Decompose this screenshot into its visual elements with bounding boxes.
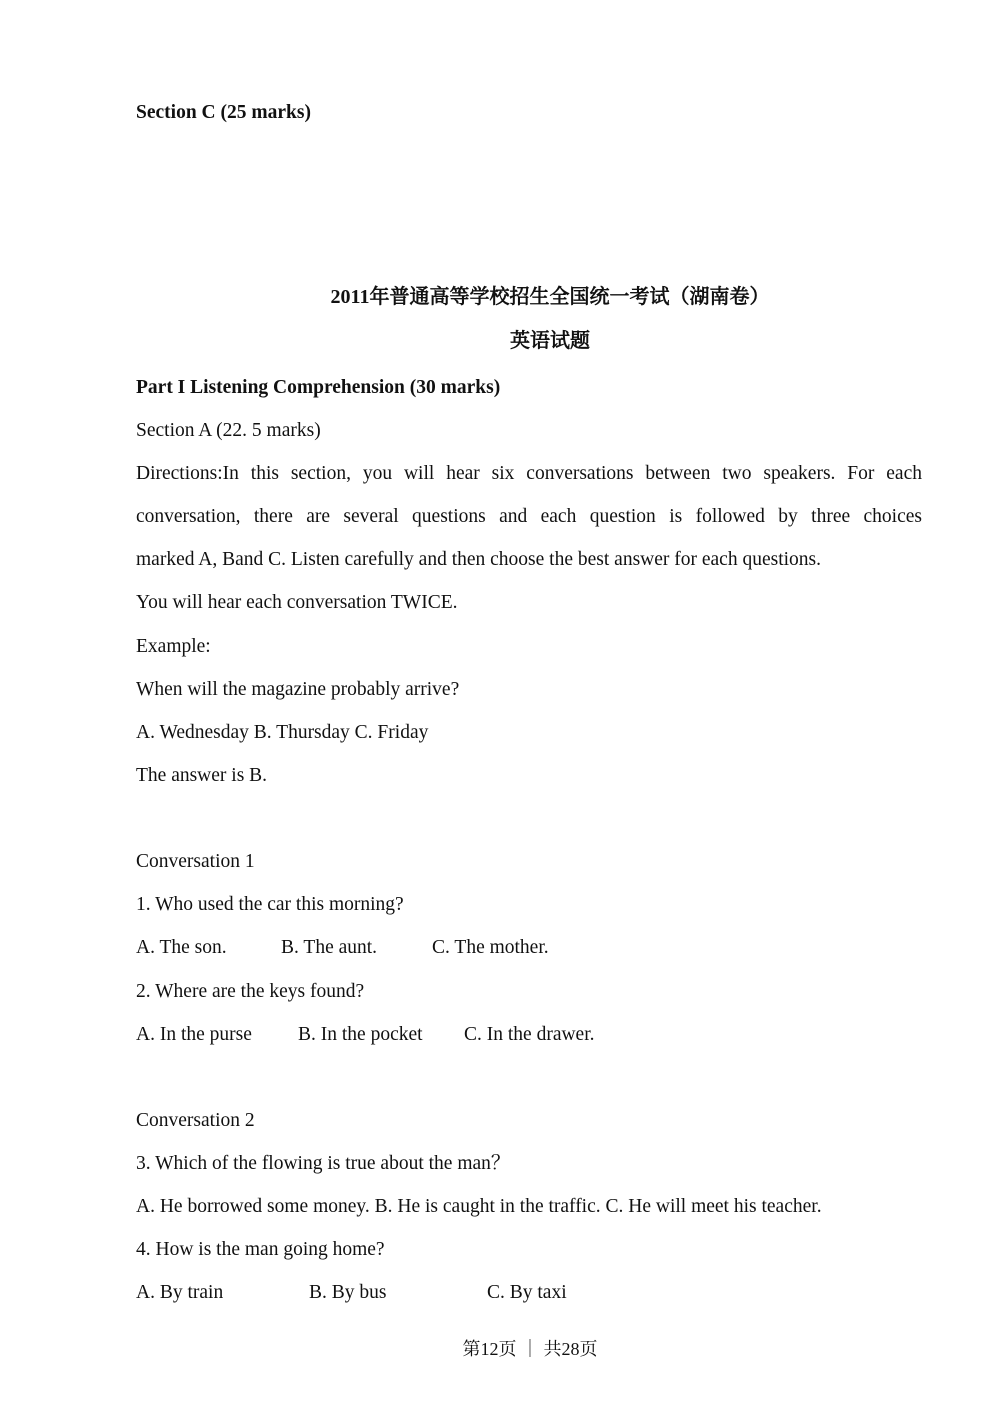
question-4: 4. How is the man going home? (136, 1239, 385, 1260)
page-footer: 第12页 ｜ 共28页 (462, 1339, 598, 1359)
q4-option-a: A. By train (136, 1282, 224, 1303)
directions-line-1: Directions:In this section, you will hear six conversations between two speakers. For each (136, 463, 922, 484)
section-a-heading: Section A (22. 5 marks) (136, 420, 321, 441)
q1-option-a: A. The son. (136, 937, 227, 958)
section-c-heading: Section C (25 marks) (136, 102, 311, 123)
q4-option-c: C. By taxi (487, 1282, 567, 1303)
directions-line-3: marked A, Band C. Listen carefully and then choose the best answer for each questions. (136, 549, 822, 570)
example-answer: The answer is B. (136, 765, 268, 786)
example-question: When will the magazine probably arrive? (136, 679, 460, 700)
q4-option-b: B. By bus (309, 1282, 387, 1303)
q3-options: A. He borrowed some money. B. He is caught in the traffic. C. He will meet his teacher. (136, 1196, 822, 1217)
directions-line-2: conversation, there are several questions and each question is followed by three choices (136, 506, 922, 527)
conversation-1-label: Conversation 1 (136, 851, 255, 872)
q2-option-b: B. In the pocket (298, 1024, 423, 1045)
question-3: 3. Which of the flowing is true about the man？ (136, 1153, 511, 1174)
part1-heading: Part I Listening Comprehension (30 marks) (136, 377, 501, 398)
example-label: Example: (136, 636, 211, 657)
question-1: 1. Who used the car this morning? (136, 894, 404, 915)
q2-option-a: A. In the purse (136, 1024, 252, 1045)
q1-option-b: B. The aunt. (281, 937, 378, 958)
directions-line-4: You will hear each conversation TWICE. (136, 592, 458, 613)
example-options: A. Wednesday B. Thursday C. Friday (136, 722, 429, 743)
question-2: 2. Where are the keys found? (136, 981, 365, 1002)
exam-title: 2011年普通高等学校招生全国统一考试（湖南卷） (330, 286, 770, 308)
conversation-2-label: Conversation 2 (136, 1110, 255, 1131)
exam-subtitle: 英语试题 (510, 330, 590, 352)
q2-option-c: C. In the drawer. (464, 1024, 595, 1045)
q1-option-c: C. The mother. (432, 937, 549, 958)
